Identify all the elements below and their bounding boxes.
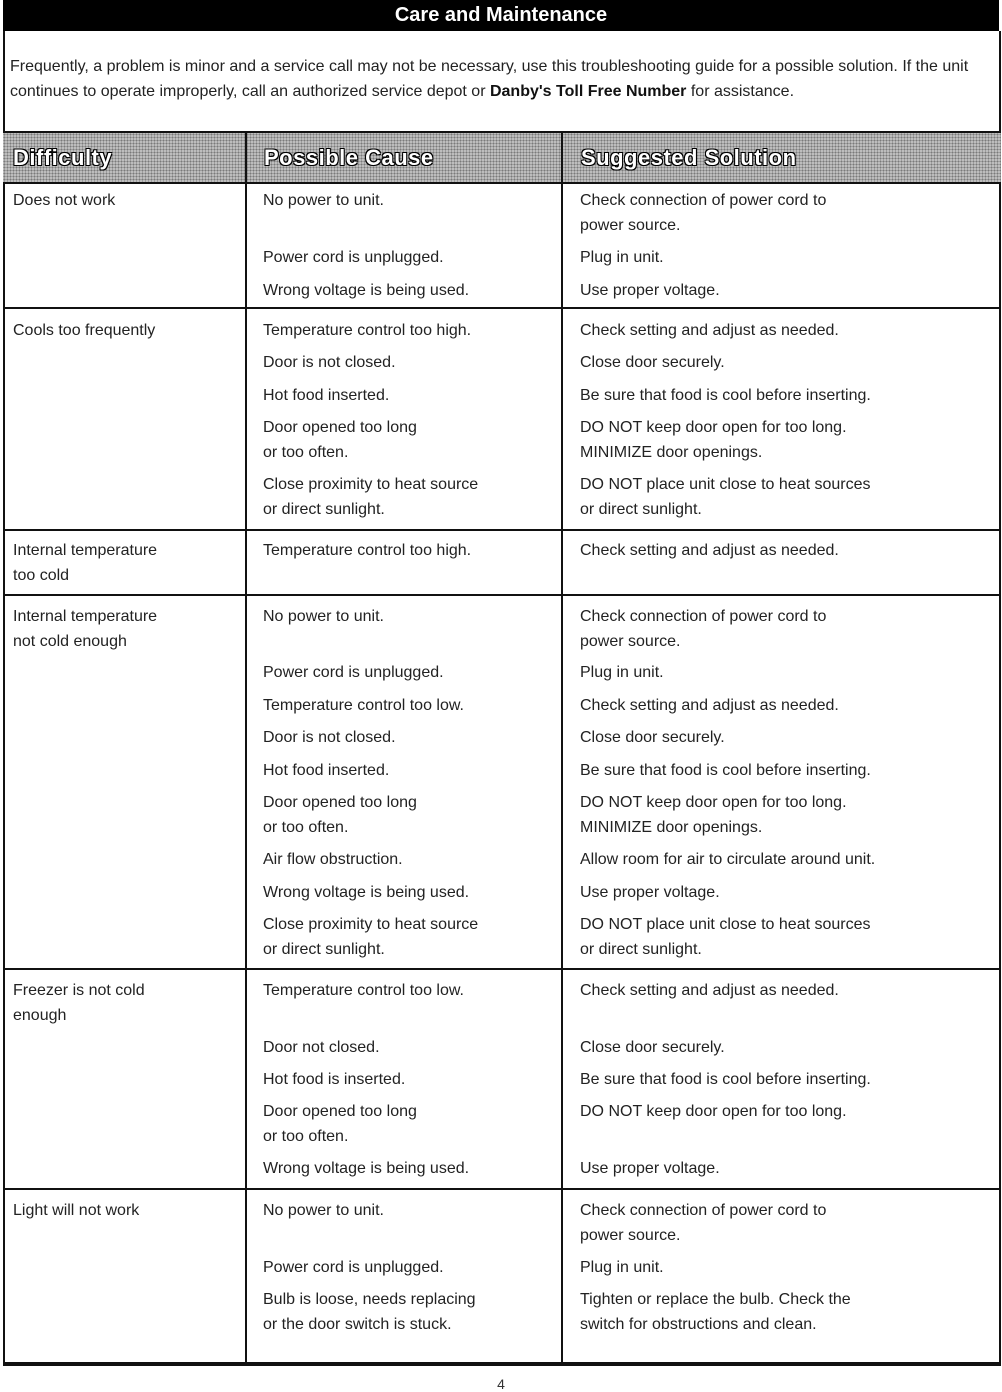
cause-cell: Temperature control too high. <box>263 542 472 559</box>
row-divider <box>3 307 1001 309</box>
solution-cell: DO NOT place unit close to heat sources or direct sunlight. <box>580 916 871 958</box>
page-number: 4 <box>497 1376 505 1392</box>
solution-cell: DO NOT keep door open for too long. MINIMIZE door openings. <box>580 419 847 461</box>
cause-cell: Air flow obstruction. <box>263 851 403 868</box>
cause-cell: Door opened too long or too often. <box>263 794 417 836</box>
cause-cell: Hot food is inserted. <box>263 1071 406 1088</box>
solution-cell: Be sure that food is cool before inserting. <box>580 387 871 404</box>
cause-cell: No power to unit. <box>263 192 384 209</box>
difficulty-cell: Light will not work <box>13 1202 140 1219</box>
solution-cell: DO NOT keep door open for too long. <box>580 1103 847 1120</box>
row-divider <box>3 1362 1001 1364</box>
column-divider <box>245 131 247 1364</box>
difficulty-cell: Internal temperature too cold <box>13 542 158 584</box>
solution-cell: Check setting and adjust as needed. <box>580 322 839 339</box>
solution-cell: Check connection of power cord to power source. <box>580 1202 827 1244</box>
cause-cell: Temperature control too low. <box>263 697 464 714</box>
cause-cell: Door not closed. <box>263 1039 380 1056</box>
solution-cell: Close door securely. <box>580 729 725 746</box>
solution-cell: Be sure that food is cool before inserting. <box>580 762 871 779</box>
header-possible-cause: Possible Cause <box>264 145 434 170</box>
cause-cell: Wrong voltage is being used. <box>263 282 470 299</box>
difficulty-cell: Does not work <box>13 192 116 209</box>
cause-cell: Power cord is unplugged. <box>263 1259 444 1276</box>
cause-cell: Door is not closed. <box>263 354 396 371</box>
cause-cell: Temperature control too high. <box>263 322 472 339</box>
header-suggested-solution: Suggested Solution <box>581 145 797 170</box>
solution-cell: Close door securely. <box>580 354 725 371</box>
solution-cell: Use proper voltage. <box>580 884 720 901</box>
solution-cell: Plug in unit. <box>580 664 664 681</box>
cause-cell: Close proximity to heat source or direct sunlight. <box>263 476 479 518</box>
solution-cell: Use proper voltage. <box>580 282 720 299</box>
difficulty-cell: Internal temperature not cold enough <box>13 608 158 650</box>
cause-cell: Close proximity to heat source or direct sunlight. <box>263 916 479 958</box>
solution-cell: Be sure that food is cool before inserting. <box>580 1071 871 1088</box>
solution-cell: Plug in unit. <box>580 1259 664 1276</box>
cause-cell: Door is not closed. <box>263 729 396 746</box>
cause-cell: Wrong voltage is being used. <box>263 1160 470 1177</box>
solution-cell: Use proper voltage. <box>580 1160 720 1177</box>
cause-cell: No power to unit. <box>263 1202 384 1219</box>
cause-cell: Temperature control too low. <box>263 982 464 999</box>
solution-cell: Close door securely. <box>580 1039 725 1056</box>
cause-cell: Power cord is unplugged. <box>263 249 444 266</box>
solution-cell: Check setting and adjust as needed. <box>580 697 839 714</box>
cause-cell: Hot food inserted. <box>263 387 390 404</box>
solution-cell: Check setting and adjust as needed. <box>580 542 839 559</box>
row-divider <box>3 968 1001 970</box>
column-divider <box>561 131 563 1364</box>
difficulty-cell: Freezer is not cold enough <box>13 982 145 1024</box>
row-divider <box>3 1188 1001 1190</box>
solution-cell: Check connection of power cord to power source. <box>580 192 827 234</box>
difficulty-cell: Cools too frequently <box>13 322 156 339</box>
cause-cell: Hot food inserted. <box>263 762 390 779</box>
intro-paragraph <box>10 54 985 104</box>
row-divider <box>3 594 1001 596</box>
cause-cell: Power cord is unplugged. <box>263 664 444 681</box>
solution-cell: Tighten or replace the bulb. Check the switch for obstructions and clean. <box>580 1291 851 1333</box>
intro-text: Frequently, a problem is minor and a service call may not be necessary, use this troubleshooting guide for a possible solution. If the unit continues to operate improperly, call an authorized service depot or <box>10 58 969 100</box>
solution-cell: Check connection of power cord to power source. <box>580 608 827 650</box>
cause-cell: Door opened too long or too often. <box>263 419 417 461</box>
page-title: Care and Maintenance <box>3 0 999 31</box>
row-divider <box>3 529 1001 531</box>
cause-cell: Wrong voltage is being used. <box>263 884 470 901</box>
header-difficulty: Difficulty <box>13 145 113 170</box>
cause-cell: Door opened too long or too often. <box>263 1103 417 1145</box>
toll-free-label: Danby's Toll Free Number <box>489 83 687 100</box>
intro-text-end: for assistance. <box>686 83 795 100</box>
cause-cell: No power to unit. <box>263 608 384 625</box>
table-header <box>3 131 1001 184</box>
solution-cell: DO NOT place unit close to heat sources or direct sunlight. <box>580 476 871 518</box>
solution-cell: Allow room for air to circulate around unit. <box>580 851 876 868</box>
cause-cell: Bulb is loose, needs replacing or the door switch is stuck. <box>263 1291 476 1333</box>
solution-cell: DO NOT keep door open for too long. MINIMIZE door openings. <box>580 794 847 836</box>
solution-cell: Check setting and adjust as needed. <box>580 982 839 999</box>
solution-cell: Plug in unit. <box>580 249 664 266</box>
